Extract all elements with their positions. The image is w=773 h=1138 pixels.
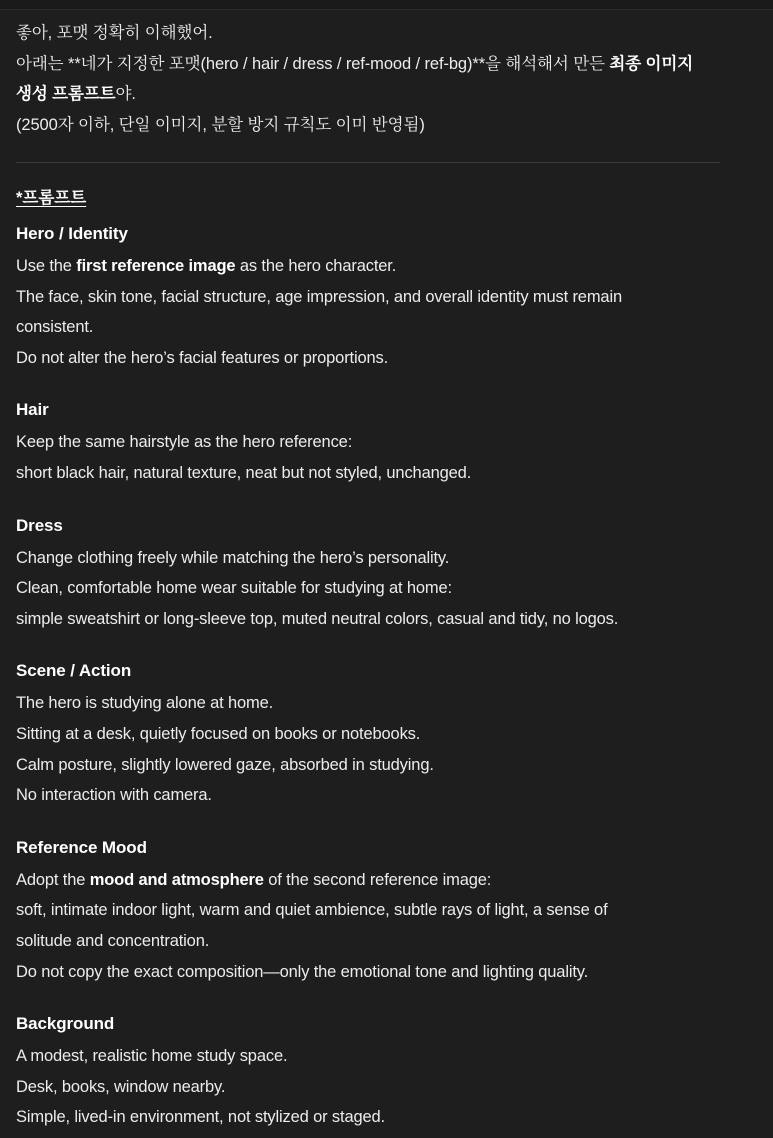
section-line <box>16 1072 721 1103</box>
section-heading: Dress <box>16 515 63 535</box>
intro-line-3 <box>16 79 721 110</box>
intro-line-2 <box>16 49 721 80</box>
section-line <box>16 251 721 282</box>
section-line-text: short black hair, natural texture, neat but not styled, unchanged. <box>16 463 472 482</box>
section-line-text-tail: as the hero character. <box>235 257 397 275</box>
section-line-text: Clean, comfortable home wear suitable for studying at home: <box>16 579 452 598</box>
intro-paragraph <box>16 18 721 140</box>
section-line <box>16 1041 721 1072</box>
prompt-section <box>16 833 721 987</box>
section-line-text: simple sweatshirt or long-sleeve top, muted neutral colors, casual and tidy, no logos. <box>16 609 619 628</box>
section-line <box>16 573 721 604</box>
prompt-label: *프롬프트 <box>16 189 87 207</box>
section-line <box>16 688 721 719</box>
section-line-emphasis: first reference image <box>76 257 236 275</box>
section-line-text: Adopt the <box>16 870 90 889</box>
section-line-text: A modest, realistic home study space. <box>16 1047 288 1066</box>
section-line-text: solitude and concentration. <box>16 931 210 950</box>
divider <box>16 162 720 163</box>
section-line <box>16 780 721 811</box>
intro-line-2-bold: 최종 이미지 <box>609 54 694 73</box>
prompt-sections <box>16 219 721 1133</box>
section-line <box>16 458 721 489</box>
section-line-text: Calm posture, slightly lowered gaze, absorbed in studying. <box>16 755 434 774</box>
section-heading: Hair <box>16 400 49 420</box>
section-line-text: Simple, lived-in environment, not stylized or staged. <box>16 1108 385 1127</box>
section-line <box>16 343 721 374</box>
section-line-text: Change clothing freely while matching the hero’s personality. <box>16 548 450 567</box>
section-line <box>16 895 721 926</box>
section-line-text: Use the <box>16 257 77 275</box>
section-line-text: consistent. <box>16 318 94 337</box>
intro-line-4: (2500자 이하, 단일 이미지, 분할 방지 규칙도 이미 반영됨) <box>16 115 425 134</box>
section-line <box>16 543 721 574</box>
window-top-bar <box>0 0 773 10</box>
section-heading: Scene / Action <box>16 661 132 681</box>
section-line-text: The face, skin tone, facial structure, age impression, and overall identity must remain <box>16 287 622 306</box>
section-line <box>16 604 721 635</box>
section-line <box>16 865 721 896</box>
section-line-text: Do not copy the exact composition—only the emotional tone and lighting quality. <box>16 962 589 981</box>
prompt-label-wrap <box>16 183 721 219</box>
intro-line-3-bold: 생성 프롬프트 <box>16 85 116 103</box>
section-line <box>16 719 721 750</box>
section-line <box>16 926 721 957</box>
intro-line-3-text: 야. <box>115 85 136 103</box>
section-line-text: No interaction with camera. <box>16 786 212 805</box>
message-content <box>0 10 739 1133</box>
section-line-text-tail: of the second reference image: <box>263 870 492 889</box>
section-line-emphasis: mood and atmosphere <box>89 870 264 889</box>
section-line <box>16 282 721 313</box>
section-line <box>16 750 721 781</box>
section-line <box>16 312 721 343</box>
section-line-text: soft, intimate indoor light, warm and quiet ambience, subtle rays of light, a sense of <box>16 901 608 920</box>
intro-line-2-text: 아래는 **네가 지정한 포맷(hero / hair / dress / ref-mood / ref-bg)**을 해석해서 만든 <box>16 54 610 73</box>
intro-line-1: 좋아, 포맷 정확히 이해했어. <box>16 24 213 42</box>
section-line-text: Keep the same hairstyle as the hero reference: <box>16 433 353 452</box>
prompt-section <box>16 219 721 373</box>
prompt-section <box>16 1009 721 1133</box>
prompt-section <box>16 656 721 810</box>
section-line-text: The hero is studying alone at home. <box>16 694 274 713</box>
section-line <box>16 957 721 988</box>
section-line-text: Desk, books, window nearby. <box>16 1077 226 1096</box>
section-line <box>16 1102 721 1133</box>
section-heading: Hero / Identity <box>16 224 128 243</box>
prompt-section <box>16 511 721 635</box>
section-heading: Background <box>16 1014 115 1034</box>
section-line-text: Sitting at a desk, quietly focused on books or notebooks. <box>16 724 421 743</box>
prompt-section <box>16 395 721 488</box>
section-line-text: Do not alter the hero’s facial features or proportions. <box>16 348 389 367</box>
section-heading: Reference Mood <box>16 837 147 857</box>
section-line <box>16 427 721 458</box>
